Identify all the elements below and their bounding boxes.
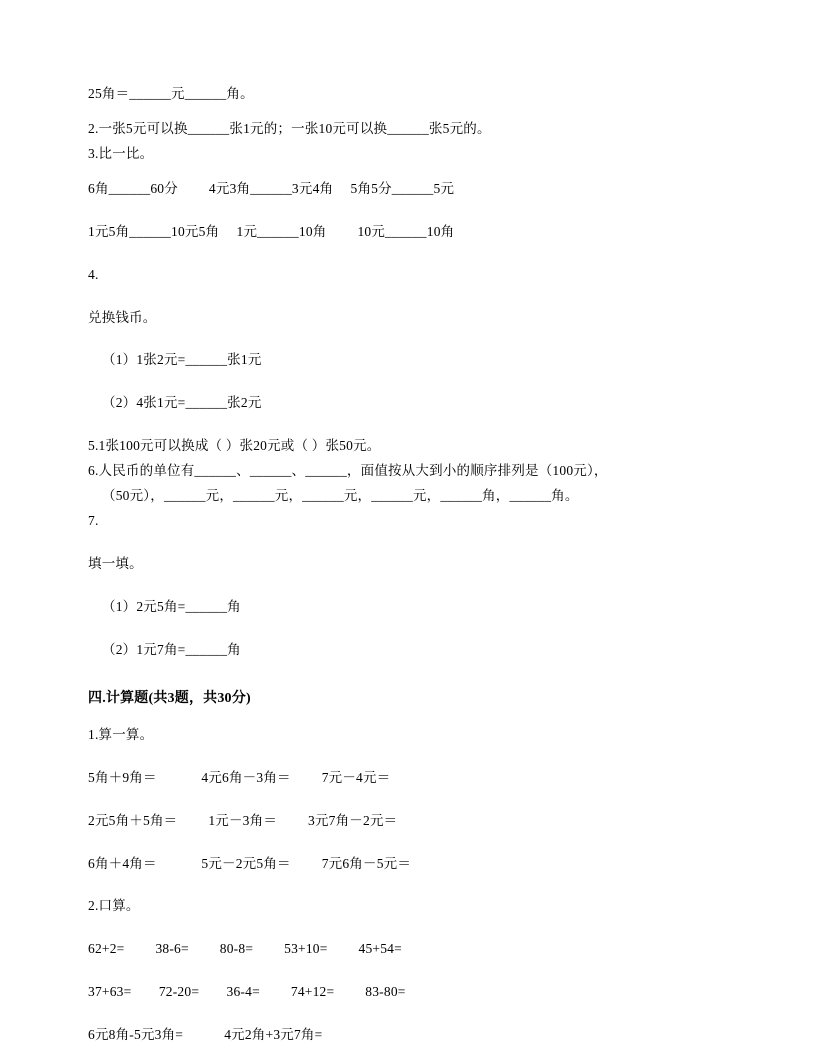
question-4-item-2: （2）4张1元=______张2元 <box>102 395 262 411</box>
calc-line-2: 2.口算。 <box>88 898 140 914</box>
question-line-5: 5.1张100元可以换成（ ）张20元或（ ）张50元。 <box>88 438 381 454</box>
calc-line-1: 1.算一算。 <box>88 726 154 742</box>
question-line-7-title: 填一填。 <box>88 555 143 571</box>
question-line-7-number: 7. <box>88 513 99 529</box>
question-line-3: 3.比一比。 <box>88 145 154 161</box>
question-7-item-2: （2）1元7角=______角 <box>102 641 241 657</box>
mental-math-row-2: 37+63= 72-20= 36-4= 74+12= 83-80= <box>88 984 406 1000</box>
question-line-4-number: 4. <box>88 266 99 282</box>
mental-math-row-1: 62+2= 38-6= 80-8= 53+10= 45+54= <box>88 941 402 957</box>
calc-row-2: 2元5角＋5角＝ 1元－3角＝ 3元7角－2元＝ <box>88 812 398 828</box>
compare-row-1: 6角______60分 4元3角______3元4角 5角5分______5元 <box>88 180 455 196</box>
question-7-item-1: （1）2元5角=______角 <box>102 598 241 614</box>
question-line-6b: （50元），______元，______元，______元，______元，______角，______角。 <box>102 488 579 504</box>
calc-row-1: 5角＋9角＝ 4元6角－3角＝ 7元－4元＝ <box>88 769 391 785</box>
question-4-item-1: （1）1张2元=______张1元 <box>102 352 262 368</box>
mental-math-row-3: 6元8角-5元3角= 4元2角+3元7角= <box>88 1027 323 1043</box>
section-heading-calculation: 四.计算题(共3题，共30分) <box>88 690 251 706</box>
compare-row-2: 1元5角______10元5角 1元______10角 10元______10角 <box>88 223 455 239</box>
question-line-6a: 6.人民币的单位有______、______、______，面值按从大到小的顺序排列是（100元）， <box>88 463 608 479</box>
question-line-2: 2.一张5元可以换______张1元的；一张10元可以换______张5元的。 <box>88 120 491 136</box>
question-line-4-title: 兑换钱币。 <box>88 309 157 325</box>
question-line-1: 25角＝______元______角。 <box>88 86 254 101</box>
calc-row-3: 6角＋4角＝ 5元－2元5角＝ 7元6角－5元＝ <box>88 855 412 871</box>
